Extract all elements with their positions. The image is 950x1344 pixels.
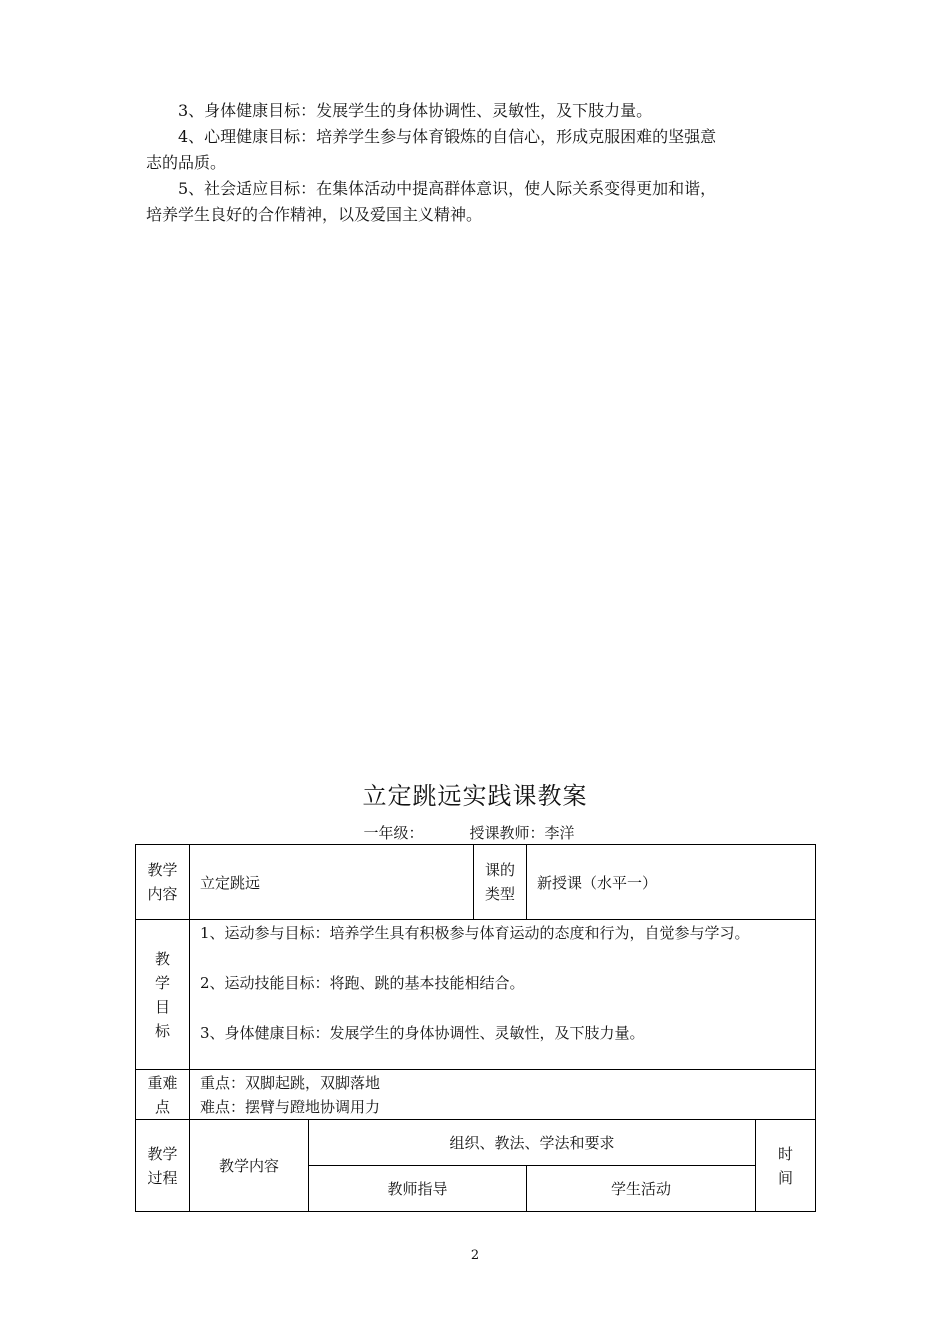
paragraph-text-line2: 培养学生良好的合作精神，以及爱国主义精神。 xyxy=(146,205,483,224)
paragraph-text-line1: 5、社会适应目标：在集体活动中提高群体意识，使人际关系变得更加和谐， xyxy=(178,179,717,198)
lesson-plan-table xyxy=(135,844,816,1212)
table-row-content xyxy=(136,845,816,920)
paragraph-physical-health-goal xyxy=(146,98,814,124)
goal-item: 3、身体健康目标：发展学生的身体协调性、灵敏性，及下肢力量。 xyxy=(200,1024,645,1042)
key-points-cell xyxy=(190,1070,816,1120)
label-cell-lesson-type: 课的 类型 xyxy=(474,845,527,920)
lesson-subtitle xyxy=(0,822,950,843)
table-row-key-points xyxy=(136,1070,816,1120)
paragraph-text: 3、身体健康目标：发展学生的身体协调性、灵敏性，及下肢力量。 xyxy=(178,101,653,120)
header-organization-methods: 组织、教法、学法和要求 xyxy=(309,1120,756,1166)
paragraph-mental-health-goal xyxy=(146,124,814,176)
label-cell-teaching-content: 教学 内容 xyxy=(136,845,190,920)
paragraph-text-line1: 4、心理健康目标：培养学生参与体育锻炼的自信心，形成克服困难的坚强意 xyxy=(178,127,717,146)
table-row-goals xyxy=(136,920,816,1070)
key-point-text: 重点：双脚起跳，双脚落地 xyxy=(200,1073,381,1092)
label-cell-teaching-process: 教学 过程 xyxy=(136,1120,190,1212)
teacher-label: 授课教师：李洋 xyxy=(469,824,575,842)
page-number: 2 xyxy=(470,1248,480,1263)
goal-item: 1、运动参与目标：培养学生具有积极参与体育运动的态度和行为，自觉参与学习。 xyxy=(200,924,750,942)
paragraph-social-goal xyxy=(146,176,814,228)
goal-item: 2、运动技能目标：将跑、跳的基本技能相结合。 xyxy=(200,974,525,992)
table-row-process-header xyxy=(136,1120,816,1166)
label-cell-key-difficulty: 重难 点 xyxy=(136,1070,190,1120)
grade-label: 一年级： xyxy=(363,824,424,842)
goals-list-cell xyxy=(190,920,816,1070)
paragraph-text-line2: 志的品质。 xyxy=(146,153,227,172)
header-time: 时 间 xyxy=(756,1120,816,1212)
teaching-content-value: 立定跳远 xyxy=(190,845,474,920)
lesson-plan-title: 立定跳远实践课教案 xyxy=(362,782,588,810)
header-teaching-content: 教学内容 xyxy=(190,1120,309,1212)
header-student-activity: 学生活动 xyxy=(527,1166,756,1212)
label-cell-teaching-goals: 教 学 目 标 xyxy=(136,920,190,1070)
difficulty-text: 难点：摆臂与蹬地协调用力 xyxy=(200,1097,381,1116)
header-teacher-guidance: 教师指导 xyxy=(309,1166,527,1212)
lesson-type-value: 新授课（水平一） xyxy=(527,845,816,920)
